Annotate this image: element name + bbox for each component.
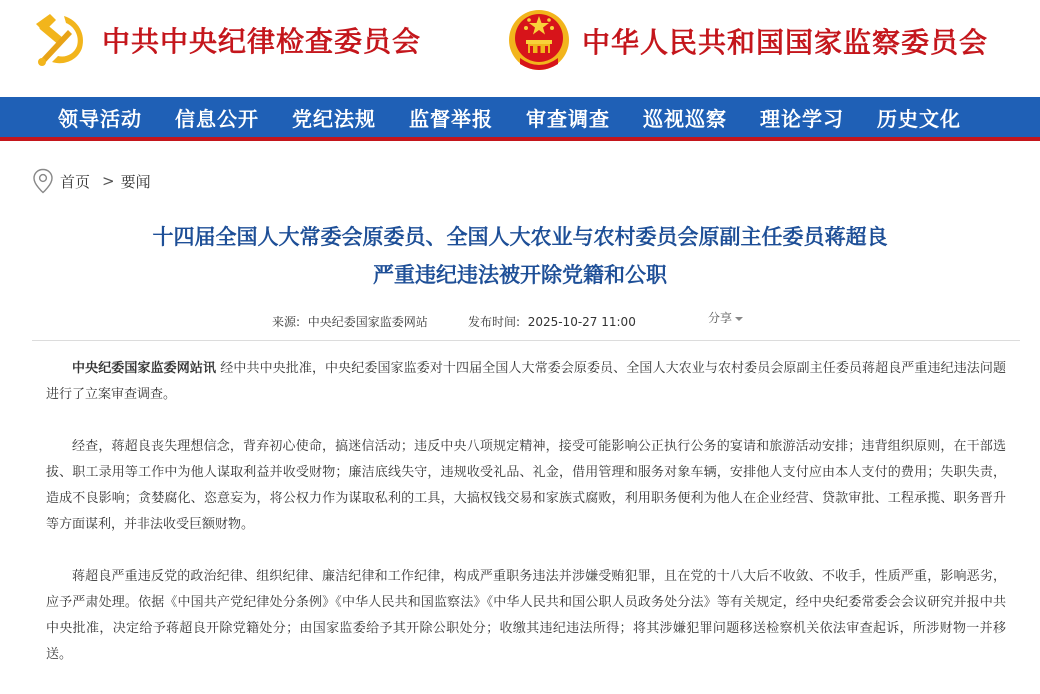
breadcrumb-current-link[interactable]: 要闻 <box>120 172 151 191</box>
breadcrumb-separator: > <box>102 172 115 190</box>
nav-item-regulations[interactable]: 党纪法规 <box>292 106 376 131</box>
nsc-logo[interactable] <box>506 6 988 76</box>
nav-item-theory[interactable]: 理论学习 <box>760 106 844 131</box>
site-header <box>0 0 1040 97</box>
nav-item-leaders[interactable]: 领导活动 <box>58 106 142 131</box>
article-paragraph-2: 经查，蒋超良丧失理想信念，背弃初心使命，搞迷信活动；违反中央八项规定精神，接受可能影响公正执行公务的宴请和旅游活动安排；违背组织原则，在干部选拔、职工录用等工作中为他人谋取利益并收受财物；廉洁底线失守，违规收受礼品、礼金，借用管理和服务对象车辆，安排他人支付应由本人支付的费用；失职失责，造成不良影响；贪婪腐化、恣意妄为，将公权力作为谋取私利的工具，大搞权钱交易和家族式腐败，利用职务便利为他人在企业经营、贷款审批、工程承揽、职务晋升等方面谋利，并非法收受巨额财物。 <box>46 439 1006 532</box>
national-emblem-icon <box>506 6 572 76</box>
nav-item-info[interactable]: 信息公开 <box>175 106 259 131</box>
meta-divider <box>32 340 1020 341</box>
nsc-title: 中华人民共和国国家监察委员会 <box>582 26 989 59</box>
main-nav <box>0 97 1040 141</box>
article-publish-time <box>468 313 636 330</box>
ccdi-logo[interactable] <box>32 10 421 70</box>
share-label: 分享 <box>708 311 733 325</box>
article-source <box>272 313 428 330</box>
article-paragraph-1 <box>46 356 1006 408</box>
source-label: 来源: <box>272 315 301 329</box>
article-body <box>46 356 1006 694</box>
article-title-line-1: 十四届全国人大常委会原委员、全国人大农业与农村委员会原副主任委员蒋超良 <box>152 225 888 249</box>
ccdi-title: 中共中央纪律检查委员会 <box>102 25 422 58</box>
party-emblem-icon <box>32 10 90 70</box>
nav-item-report[interactable]: 监督举报 <box>409 106 493 131</box>
source-value: 中央纪委国家监委网站 <box>307 315 428 329</box>
time-value: 2025-10-27 11:00 <box>527 315 636 329</box>
nav-item-investigation[interactable]: 审查调查 <box>526 106 610 131</box>
breadcrumb-home-link[interactable]: 首页 <box>60 172 91 191</box>
article-title-line-2: 严重违纪违法被开除党籍和公职 <box>373 263 667 287</box>
article-paragraph-1-text: 经中共中央批准，中央纪委国家监委对十四届全国人大常委会原委员、全国人大农业与农村委员会原副主任委员蒋超良严重违纪违法问题进行了立案审查调查。 <box>46 361 1006 402</box>
location-pin-icon <box>32 168 54 194</box>
time-label: 发布时间: <box>468 315 521 329</box>
chevron-down-icon <box>735 317 743 321</box>
article-lead: 中央纪委国家监委网站讯 <box>72 361 217 376</box>
breadcrumb <box>32 168 151 194</box>
nav-item-inspection[interactable]: 巡视巡察 <box>643 106 727 131</box>
nav-item-history[interactable]: 历史文化 <box>877 106 961 131</box>
share-button[interactable] <box>708 309 743 326</box>
article-paragraph-3: 蒋超良严重违反党的政治纪律、组织纪律、廉洁纪律和工作纪律，构成严重职务违法并涉嫌受贿犯罪，且在党的十八大后不收敛、不收手，性质严重，影响恶劣，应予严肃处理。依据《中国共产党纪律处分条例》《中华人民共和国监察法》《中华人民共和国公职人员政务处分法》等有关规定，经中央纪委常委会会议研究并报中共中央批准，决定给予蒋超良开除党籍处分；由国家监委给予其开除公职处分；收缴其违纪违法所得；将其涉嫌犯罪问题移送检察机关依法审查起诉，所涉财物一并移送。 <box>46 569 1006 662</box>
article-title <box>0 218 1040 294</box>
